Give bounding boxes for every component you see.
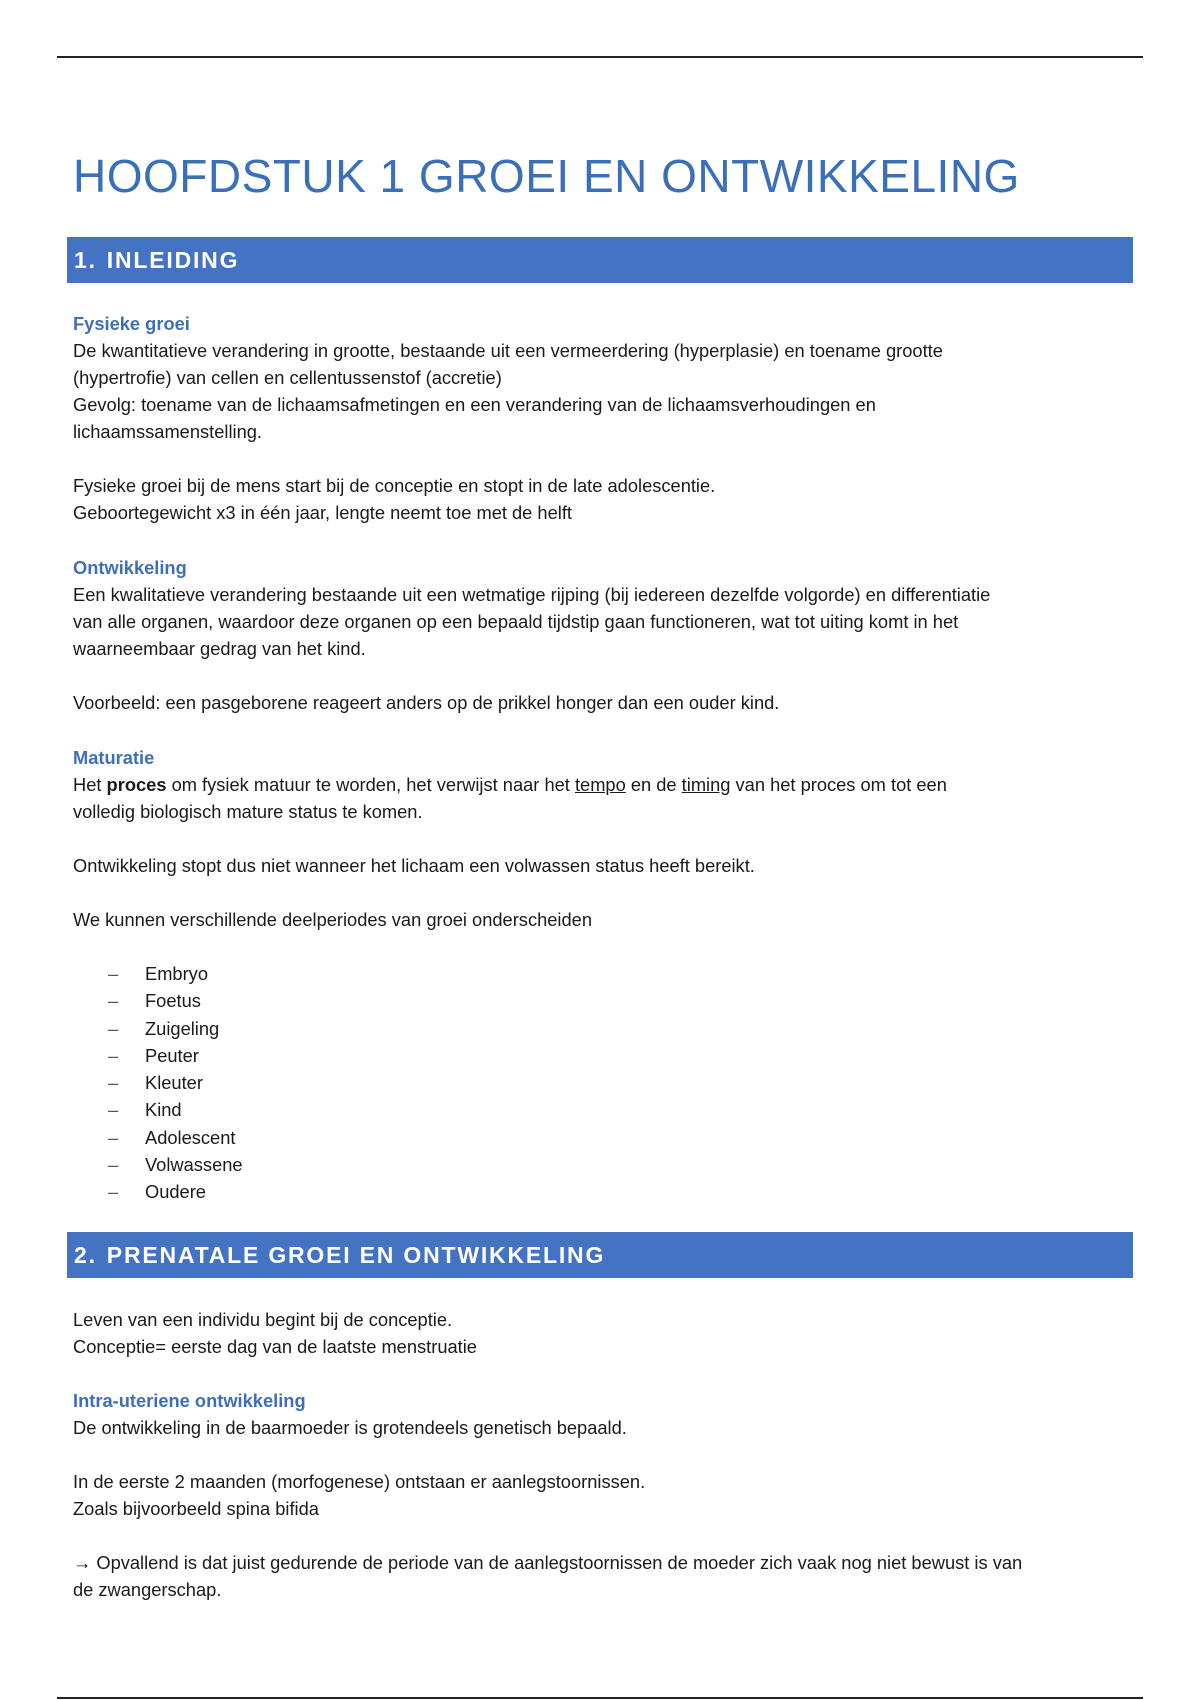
paragraph-line: Fysieke groei bij de mens start bij de conceptie en stopt in de late adolescentie. (73, 475, 716, 496)
paragraph-line: Conceptie= eerste dag van de laatste menstruatie (73, 1336, 477, 1357)
dash-bullet: – (108, 1181, 119, 1203)
paragraph-line: Zoals bijvoorbeeld spina bifida (73, 1498, 319, 1519)
list-item (73, 1096, 243, 1123)
paragraph-line: Geboortegewicht x3 in één jaar, lengte neemt toe met de helft (73, 502, 572, 523)
bold-text: proces (106, 774, 167, 795)
periods-list (73, 960, 243, 1206)
paragraph-line: lichaamssamenstelling. (73, 421, 262, 442)
dash-bullet: – (108, 1017, 119, 1039)
ontwikkeling-block (73, 554, 1133, 716)
paragraph-line: De ontwikkeling in de baarmoeder is grotendeels genetisch bepaald. (73, 1417, 627, 1438)
paragraph-line: Ontwikkeling stopt dus niet wanneer het lichaam een volwassen status heeft bereikt. (73, 855, 755, 876)
list-item-label: Kleuter (145, 1072, 203, 1094)
paragraph-line: de zwangerschap. (73, 1579, 222, 1600)
dash-bullet: – (108, 1044, 119, 1066)
paragraph-line: In de eerste 2 maanden (morfogenese) ontstaan er aanlegstoornissen. (73, 1471, 646, 1492)
paragraph-line: Een kwalitatieve verandering bestaande uit een wetmatige rijping (bij iedereen dezelfde volgorde) en differentiatie (73, 584, 991, 605)
list-item (73, 1178, 243, 1205)
paragraph-line: We kunnen verschillende deelperiodes van groei onderscheiden (73, 909, 592, 930)
maturatie-block (73, 744, 1133, 933)
list-item-label: Kind (145, 1099, 182, 1121)
underlined-text: tempo (574, 774, 626, 795)
section-title: INLEIDING (106, 247, 240, 273)
paragraph-line: Leven van een individu begint bij de conceptie. (73, 1309, 453, 1330)
dash-bullet: – (108, 990, 119, 1012)
section-number: 2. (74, 1242, 97, 1268)
section-number: 1. (74, 247, 97, 273)
paragraph-line: volledig biologisch mature status te komen. (73, 801, 423, 822)
paragraph-line: waarneembaar gedrag van het kind. (73, 638, 366, 659)
intra-uteriene-block (73, 1387, 1133, 1603)
text-run: van het proces om tot een (730, 774, 947, 795)
list-item-label: Embryo (145, 963, 208, 984)
list-item (73, 987, 243, 1014)
document-title: HOOFDSTUK 1 GROEI EN ONTWIKKELING (73, 150, 1020, 202)
list-item-label: Zuigeling (145, 1017, 220, 1039)
text-run: en de (625, 774, 682, 795)
underlined-text: timing (681, 774, 731, 795)
paragraph-line: De kwantitatieve verandering in grootte, bestaande uit een vermeerdering (hyperplasie) en toename grootte (73, 340, 943, 361)
section-heading-inleiding (67, 237, 1133, 283)
subheading-maturatie: Maturatie (73, 747, 155, 768)
section-title: PRENATALE GROEI EN ONTWIKKELING (106, 1242, 606, 1268)
bottom-rule (57, 1697, 1143, 1699)
list-item-label: Adolescent (145, 1126, 236, 1148)
paragraph-line: (hypertrofie) van cellen en cellentussenstof (accretie) (73, 367, 502, 388)
list-item-label: Foetus (145, 990, 201, 1012)
dash-bullet: – (108, 1099, 119, 1121)
text-run: om fysiek matuur te worden, het verwijst naar het (166, 774, 575, 795)
subheading-fysieke-groei: Fysieke groei (73, 313, 190, 334)
prenataal-intro-block (73, 1306, 1133, 1360)
list-item-label: Volwassene (145, 1154, 243, 1176)
section-heading-prenatale-groei (67, 1232, 1133, 1278)
dash-bullet: – (108, 1072, 119, 1094)
text-run: Het (73, 774, 107, 795)
list-item (73, 960, 243, 987)
paragraph-line: → Opvallend is dat juist gedurende de periode van de aanlegstoornissen de moeder zich vaak nog niet bewust is van (73, 1552, 1023, 1573)
list-item-label: Oudere (145, 1181, 206, 1203)
dash-bullet: – (108, 963, 119, 984)
subheading-intra-uteriene: Intra-uteriene ontwikkeling (73, 1390, 306, 1411)
subheading-ontwikkeling: Ontwikkeling (73, 557, 187, 578)
list-item (73, 1042, 243, 1069)
list-item-label: Peuter (145, 1044, 199, 1066)
top-rule (57, 56, 1143, 58)
list-item (73, 1069, 243, 1096)
paragraph-line: Voorbeeld: een pasgeborene reageert anders op de prikkel honger dan een ouder kind. (73, 692, 780, 713)
paragraph-line (73, 771, 1133, 798)
dash-bullet: – (108, 1154, 119, 1176)
fysieke-groei-block (73, 310, 1133, 526)
list-item (73, 1124, 243, 1151)
paragraph-line: van alle organen, waardoor deze organen op een bepaald tijdstip gaan functioneren, wat tot uiting komt in het (73, 611, 959, 632)
list-item (73, 1151, 243, 1178)
paragraph-line: Gevolg: toename van de lichaamsafmetingen en een verandering van de lichaamsverhoudingen en (73, 394, 876, 415)
dash-bullet: – (108, 1126, 119, 1148)
list-item (73, 1015, 243, 1042)
